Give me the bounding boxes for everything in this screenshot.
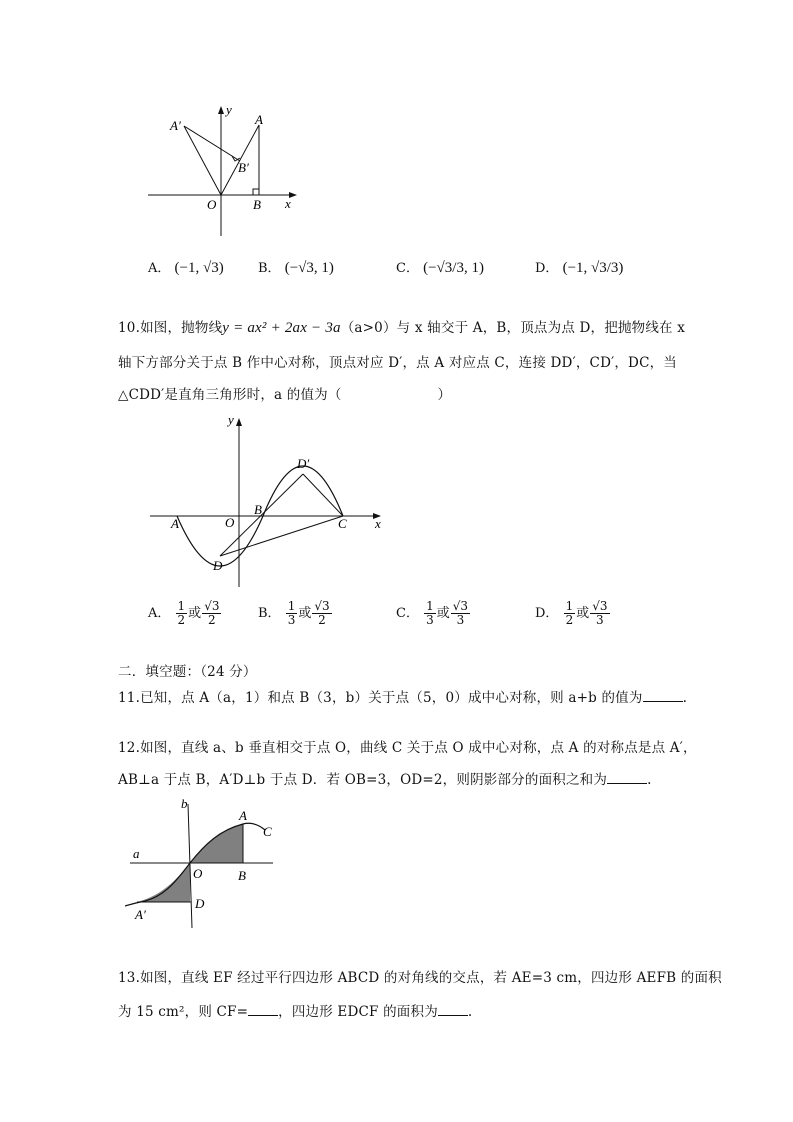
q10-segment-DC: [220, 516, 343, 556]
q10-label-D: D: [213, 558, 223, 573]
q13-answer-blank-1[interactable]: [248, 1015, 278, 1016]
q9-option-b-label: B．: [258, 261, 281, 276]
q10-option-c-label: C．: [396, 606, 419, 621]
q9-segment-OA-prime: [184, 126, 221, 195]
q9-figure: [140, 98, 310, 248]
q12-label-A: A: [239, 808, 247, 823]
q9-label-A-prime: A′: [170, 118, 181, 133]
q12-line2-text: AB⊥a 于点 B，A′D⊥b 于点 D．若 OB=3，OD=2，则阴影部分的面积之和为: [118, 772, 608, 788]
q9-option-d-value: (−1, √3/3): [562, 260, 624, 276]
q13-line2-a: 为 15 cm²，则 CF=: [118, 1004, 249, 1020]
q9-label-A: A: [255, 112, 263, 127]
q12-shaded-region-left: [137, 863, 190, 902]
q12-line2: AB⊥a 于点 B，A′D⊥b 于点 D．若 OB=3，OD=2，则阴影部分的面积之和为 .: [118, 772, 652, 788]
q9-option-d: [535, 257, 623, 277]
q9-option-c-label: C．: [396, 261, 419, 276]
q10-line1-a: 10.如图，抛物线: [118, 320, 223, 336]
q9-option-a-label: A．: [148, 261, 171, 276]
q11-line: 11.已知，点 A（a，1）和点 B（3，b）关于点（5，0）成中心对称，则 a+b 的值为 .: [118, 690, 688, 706]
q13-answer-blank-2[interactable]: [438, 1015, 468, 1016]
q12-label-C: C: [263, 824, 272, 839]
q9-option-c: [396, 257, 484, 277]
q12-label-O: O: [193, 866, 203, 881]
q13-line2: 为 15 cm²，则 CF= ，四边形 EDCF 的面积为 .: [118, 1004, 473, 1020]
q10-label-B: B: [254, 502, 262, 517]
q12-shaded-region-right: [190, 824, 243, 863]
q9-y-arrow: [218, 106, 224, 114]
q10-line2: 轴下方部分关于点 B 作中心对称，顶点对应 D′，点 A 对应点 C，连接 DD′，CD′，DC，当: [118, 355, 678, 371]
q9-option-a-value: (−1, √3): [174, 260, 224, 276]
q10-line1-b: （a>0）与 x 轴交于 A，B，顶点为点 D，把抛物线在 x: [340, 320, 686, 336]
q10-option-b: B． $\frac{1}{3}$ 或 $\frac{√3}{2}$: [258, 599, 330, 627]
q9-option-c-value: (−√3/3, 1): [423, 260, 484, 276]
q9-label-x: x: [285, 196, 291, 211]
q9-label-O: O: [207, 197, 217, 212]
q10-line1: [118, 316, 685, 337]
q10-label-D-prime: D′: [297, 456, 310, 471]
q10-option-d: D． $\frac{1}{2}$ 或 $\frac{√3}{3}$: [535, 599, 608, 627]
section2-heading: 二．填空题：（24 分）: [118, 664, 257, 680]
q10-option-d-label: D．: [535, 606, 559, 621]
q10-line3: △CDD′是直角三角形时，a 的值为（ ）: [118, 387, 452, 403]
q10-label-A: A: [171, 516, 179, 531]
q9-label-B: B: [253, 197, 261, 212]
q9-label-B-prime: B′: [238, 160, 249, 175]
q9-option-a: [148, 257, 224, 277]
q12-label-A-prime: A′: [135, 907, 146, 922]
q10-reflected-parabola: [263, 466, 343, 516]
q10-option-b-label: B．: [258, 606, 281, 621]
q12-label-D: D: [195, 896, 205, 911]
q12-label-b: b: [181, 796, 188, 811]
q13-line1: 13.如图，直线 EF 经过平行四边形 ABCD 的对角线的交点，若 AE=3 cm，四边形 AEFB 的面积: [118, 970, 722, 986]
q12-figure: [125, 796, 290, 936]
q9-option-d-label: D．: [535, 261, 559, 276]
q10-segment-CD-prime: [303, 474, 343, 516]
q12-curve-C: [125, 823, 265, 906]
q10-label-x: x: [375, 516, 381, 531]
q9-option-b: [258, 257, 334, 277]
q10-option-a-label: A．: [148, 606, 171, 621]
q10-equation: y = ax² + 2ax − 3a: [222, 320, 341, 336]
q9-segment-A-prime-B-prime: [184, 126, 240, 161]
q10-label-C: C: [338, 516, 347, 531]
q10-option-a: A． $\frac{1}{2}$ 或 $\frac{√3}{2}$: [148, 599, 220, 627]
q10-y-arrow: [236, 418, 242, 426]
q11-answer-blank[interactable]: [643, 701, 683, 702]
q11-text: 11.已知，点 A（a，1）和点 B（3，b）关于点（5，0）成中心对称，则 a+b 的值为: [118, 690, 643, 706]
q12-line1: 12.如图，直线 a、b 垂直相交于点 O，曲线 C 关于点 O 成中心对称，点 A 的对称点是点 A′，: [118, 740, 697, 756]
q9-label-y: y: [226, 102, 232, 117]
q12-label-a: a: [133, 846, 140, 861]
q9-option-b-value: (−√3, 1): [284, 260, 334, 276]
q10-option-c: C． $\frac{1}{3}$ 或 $\frac{√3}{3}$: [396, 599, 469, 627]
q10-figure: [145, 412, 390, 592]
q12-label-B: B: [238, 868, 246, 883]
q10-label-O: O: [225, 515, 235, 530]
q13-line2-b: ，四边形 EDCF 的面积为: [278, 1004, 438, 1020]
q9-right-angle-B: [253, 189, 259, 195]
q12-answer-blank[interactable]: [607, 783, 647, 784]
q10-label-y: y: [228, 412, 234, 427]
